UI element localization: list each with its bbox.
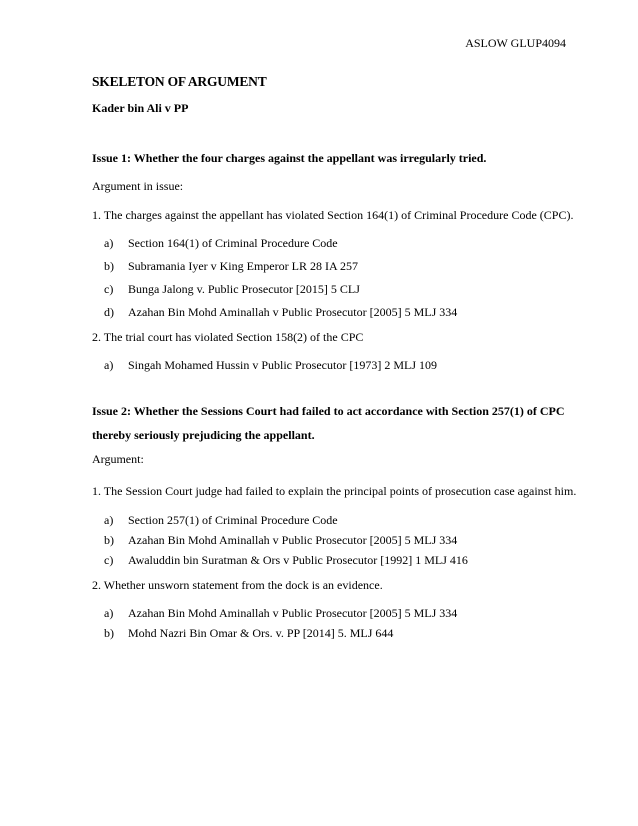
document-title: SKELETON OF ARGUMENT	[92, 74, 267, 89]
issue-2-heading: Issue 2: Whether the Sessions Court had failed to act accordance with Section 257(1) of CPC thereby seriously prejudicing the appellant.	[92, 404, 565, 442]
issue-2-point-1: 1. The Session Court judge had failed to explain the principal points of prosecution case against him.	[92, 484, 577, 498]
issue-1-point-2: 2. The trial court has violated Section 158(2) of the CPC	[92, 330, 364, 344]
case-name: Kader bin Ali v PP	[92, 101, 189, 115]
issue-1-point-1-authorities	[92, 234, 582, 322]
list-marker: a)	[104, 606, 114, 620]
list-item	[104, 551, 582, 570]
authority-text: Awaluddin bin Suratman & Ors v Public Prosecutor [1992] 1 MLJ 416	[128, 553, 468, 567]
issue-1-point-1: 1. The charges against the appellant has violated Section 164(1) of Criminal Procedure Code (CPC).	[92, 208, 574, 222]
list-marker: c)	[104, 553, 114, 567]
issue-2-point-1-authorities	[92, 511, 582, 570]
issue-1-argument-label: Argument in issue:	[92, 179, 184, 193]
authority-text: Section 164(1) of Criminal Procedure Code	[128, 236, 338, 250]
document-body	[92, 74, 582, 649]
authority-text: Azahan Bin Mohd Aminallah v Public Prosecutor [2005] 5 MLJ 334	[128, 533, 458, 547]
issue-1-heading: Issue 1: Whether the four charges against the appellant was irregularly tried.	[92, 151, 487, 165]
list-marker: d)	[104, 305, 114, 319]
authority-text: Azahan Bin Mohd Aminallah v Public Prosecutor [2005] 5 MLJ 334	[128, 606, 458, 620]
list-item	[104, 531, 582, 550]
list-marker: a)	[104, 236, 114, 250]
list-item	[104, 234, 582, 253]
authority-text: Subramania Iyer v King Emperor LR 28 IA 257	[128, 259, 358, 273]
section-spacer	[92, 381, 582, 399]
course-code-header: ASLOW GLUP4094	[465, 36, 566, 50]
list-item	[104, 303, 582, 322]
list-marker: b)	[104, 259, 114, 273]
issue-1-point-2-authorities	[92, 356, 582, 375]
list-item	[104, 604, 582, 623]
issue-2-point-2: 2. Whether unsworn statement from the dock is an evidence.	[92, 578, 383, 592]
list-item	[104, 624, 582, 643]
list-marker: a)	[104, 358, 114, 372]
issue-2-argument-label: Argument:	[92, 452, 144, 466]
list-item	[104, 356, 582, 375]
authority-text: Bunga Jalong v. Public Prosecutor [2015] 5 CLJ	[128, 282, 360, 296]
list-item	[104, 511, 582, 530]
authority-text: Mohd Nazri Bin Omar & Ors. v. PP [2014] 5. MLJ 644	[128, 626, 394, 640]
list-item	[104, 257, 582, 276]
issue-2-point-2-authorities	[92, 604, 582, 643]
list-marker: c)	[104, 282, 114, 296]
list-marker: b)	[104, 626, 114, 640]
list-item	[104, 280, 582, 299]
authority-text: Azahan Bin Mohd Aminallah v Public Prosecutor [2005] 5 MLJ 334	[128, 305, 458, 319]
authority-text: Section 257(1) of Criminal Procedure Code	[128, 513, 338, 527]
list-marker: a)	[104, 513, 114, 527]
authority-text: Singah Mohamed Hussin v Public Prosecutor [1973] 2 MLJ 109	[128, 358, 437, 372]
list-marker: b)	[104, 533, 114, 547]
